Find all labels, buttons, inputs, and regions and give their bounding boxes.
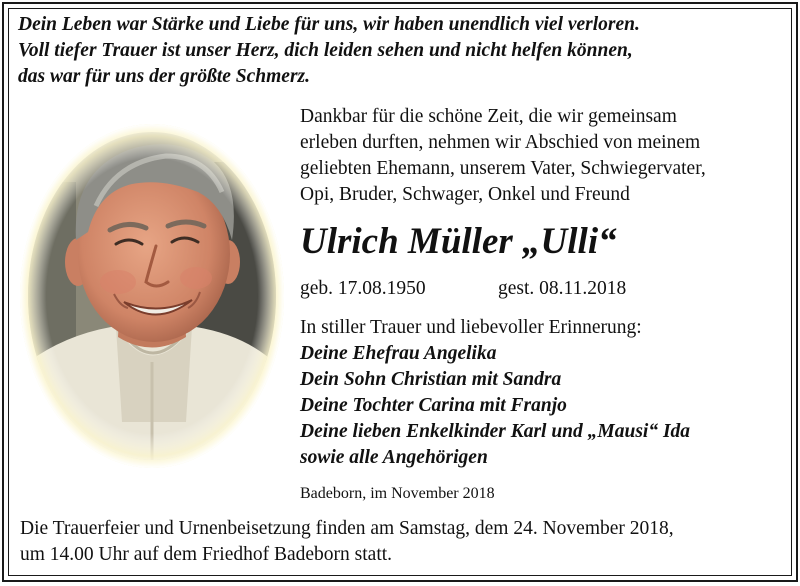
place-and-date: Badeborn, im November 2018 [300, 485, 495, 502]
obituary-notice [2, 2, 798, 582]
farewell-line: geliebten Ehemann, unserem Vater, Schwiegervater, [300, 158, 706, 179]
funeral-line: um 14.00 Uhr auf dem Friedhof Badeborn statt. [20, 544, 393, 565]
intro-verse [18, 12, 640, 90]
mourner-entry: Deine Ehefrau Angelika [300, 343, 497, 364]
portrait-illustration [16, 122, 288, 470]
mourner-entry: Deine lieben Enkelkinder Karl und „Mausi“ Ida [300, 421, 691, 442]
mourner-entry: Deine Tochter Carina mit Franjo [300, 395, 567, 416]
deceased-name: Ulrich Müller „Ulli“ [300, 221, 617, 262]
intro-line: das war für uns der größte Schmerz. [18, 66, 311, 87]
farewell-line: erleben durften, nehmen wir Abschied von meinem [300, 132, 701, 153]
intro-line: Voll tiefer Trauer ist unser Herz, dich leiden sehen und nicht helfen können, [18, 40, 633, 61]
funeral-line: Die Trauerfeier und Urnenbeisetzung finden am Samstag, dem 24. November 2018, [20, 518, 674, 539]
funeral-info [20, 516, 674, 568]
portrait-photo [16, 122, 288, 470]
farewell-line: Dankbar für die schöne Zeit, die wir gemeinsam [300, 106, 677, 127]
intro-line: Dein Leben war Stärke und Liebe für uns, wir haben unendlich viel verloren. [18, 14, 640, 35]
mourners-list [300, 315, 690, 471]
birth-date: geb. 17.08.1950 [300, 278, 426, 299]
mourner-entry: Dein Sohn Christian mit Sandra [300, 369, 562, 390]
farewell-text [300, 104, 706, 208]
death-date: gest. 08.11.2018 [498, 278, 627, 299]
mourner-entry: sowie alle Angehörigen [300, 447, 488, 468]
farewell-line: Opi, Bruder, Schwager, Onkel und Freund [300, 184, 630, 205]
life-dates [300, 276, 627, 302]
mourners-lead: In stiller Trauer und liebevoller Erinnerung: [300, 317, 642, 338]
